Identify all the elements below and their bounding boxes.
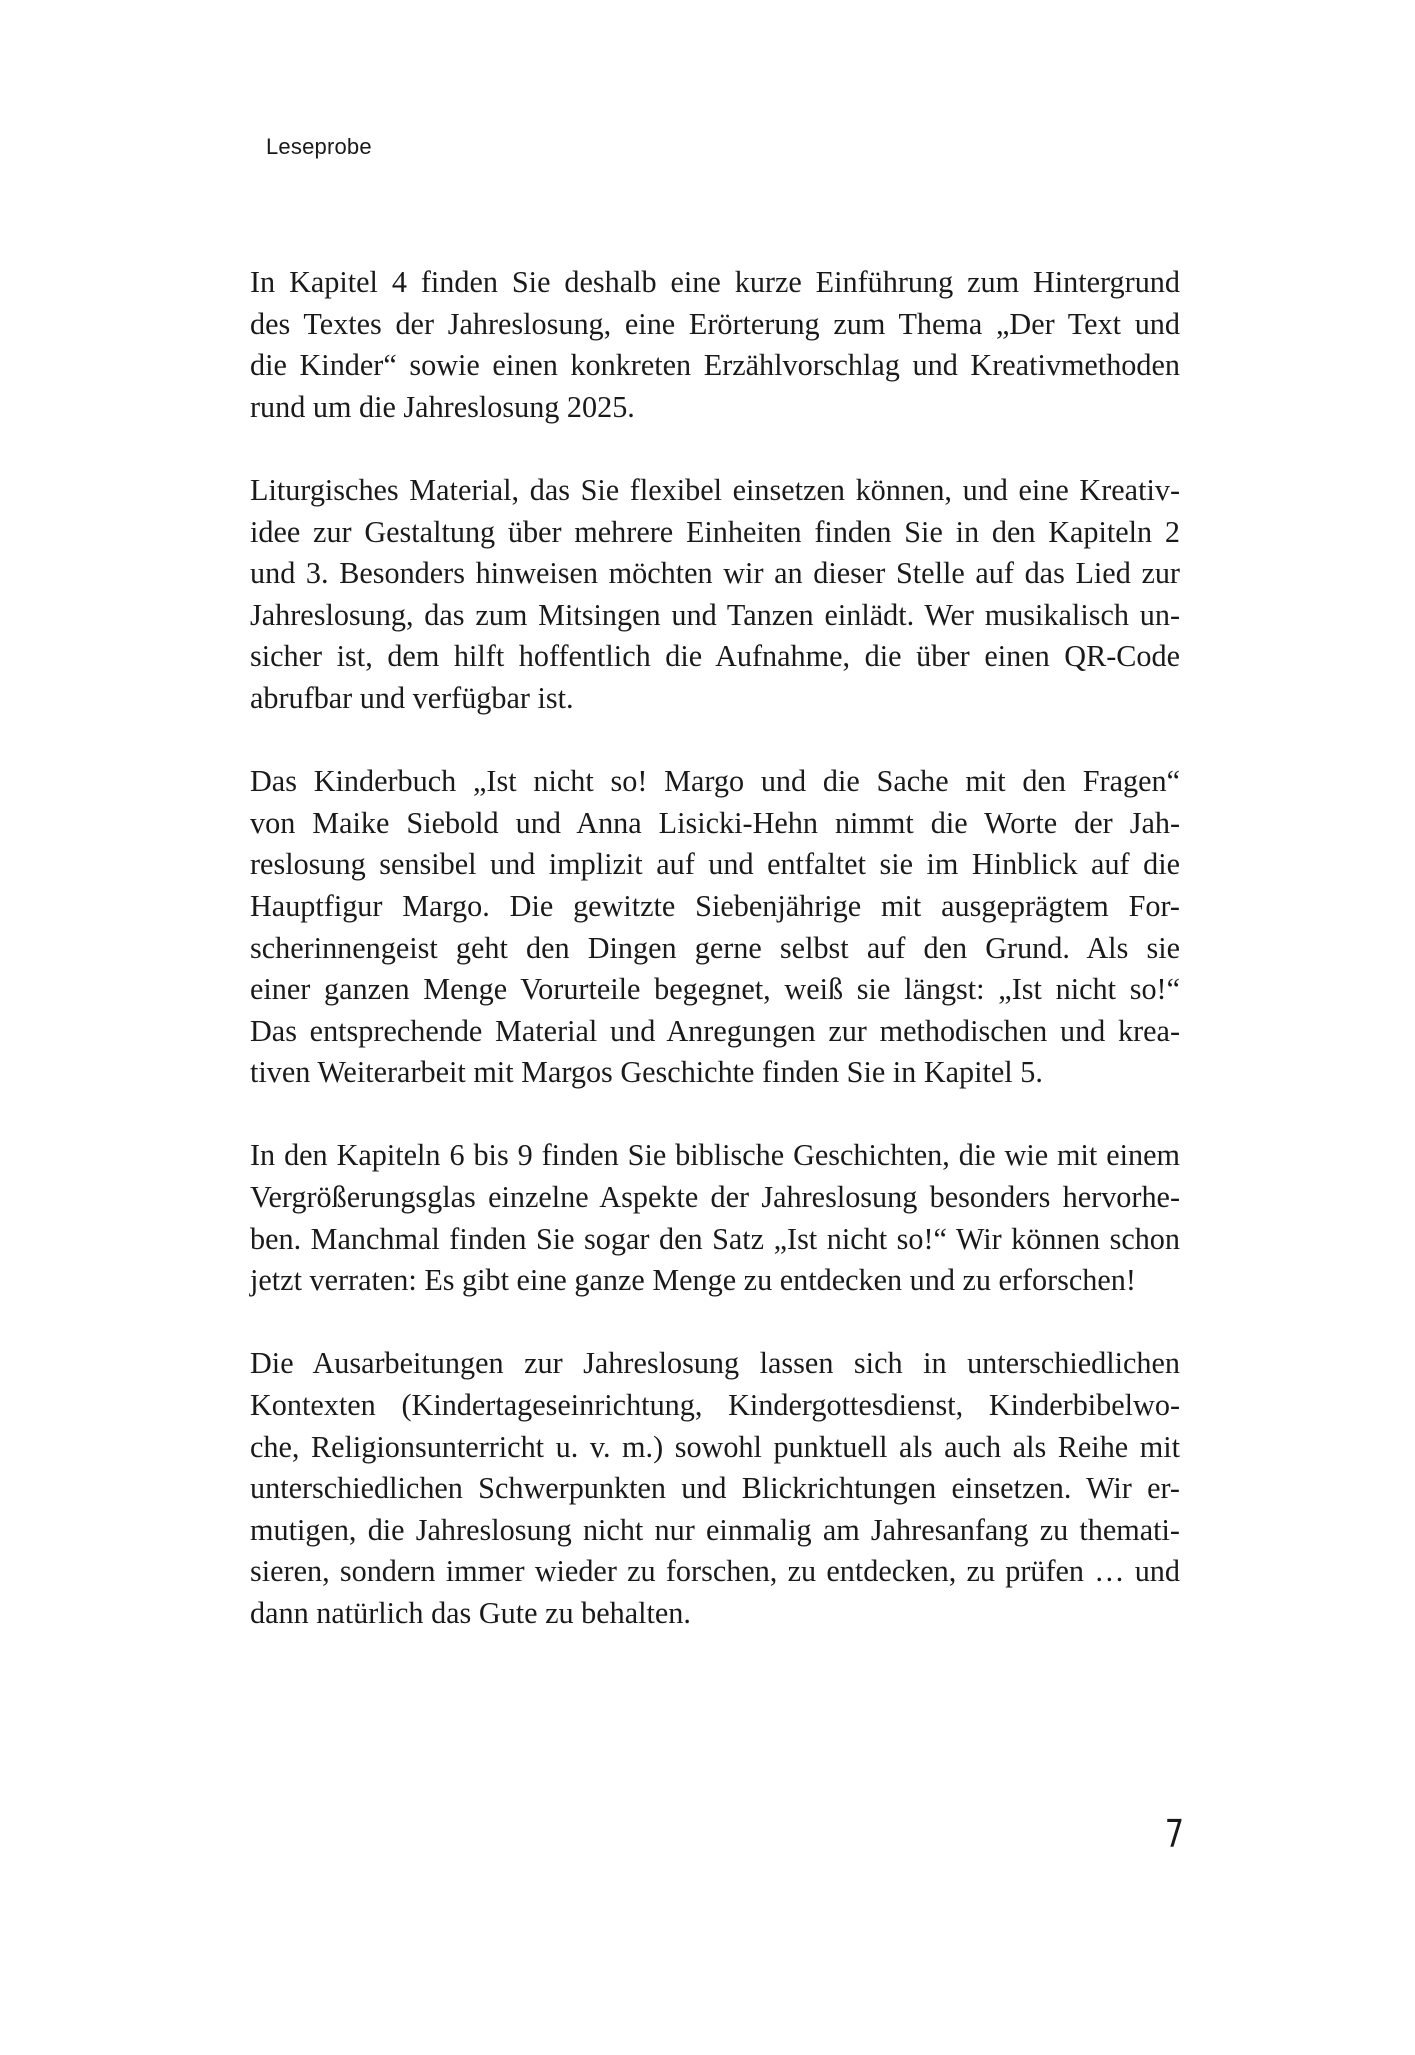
text-line: reslosung sensibel und implizit auf und entfaltet sie im Hinblick auf die — [250, 847, 1180, 882]
text-line: dann natürlich das Gute zu behalten. — [250, 1596, 691, 1630]
text-line: Die Ausarbeitungen zur Jahreslosung lassen sich in unterschiedlichen — [250, 1346, 1180, 1381]
text-line: Jahreslosung, das zum Mitsingen und Tanzen einlädt. Wer musikalisch un- — [250, 597, 1180, 632]
text-line: ben. Manchmal finden Sie sogar den Satz „Ist nicht so!“ Wir können schon — [250, 1221, 1180, 1256]
text-line: Das entsprechende Material und Anregungen zur methodischen und krea- — [250, 1013, 1180, 1048]
text-line: Kontexten (Kindertageseinrichtung, Kindergottesdienst, Kinderbibelwo- — [250, 1388, 1180, 1423]
text-line: tiven Weiterarbeit mit Margos Geschichte finden Sie in Kapitel 5. — [250, 1055, 1043, 1090]
text-line: rund um die Jahreslosung 2025. — [250, 389, 635, 424]
text-line: Vergrößerungsglas einzelne Aspekte der Jahreslosung besonders hervorhe- — [250, 1180, 1180, 1215]
paragraph-1 — [250, 262, 1180, 428]
body-text — [250, 262, 1180, 1676]
paragraph-2 — [250, 470, 1180, 720]
paragraph-4 — [250, 1135, 1180, 1301]
text-line: einer ganzen Menge Vorurteile begegnet, weiß sie längst: „Ist nicht so!“ — [250, 972, 1180, 1007]
text-line: che, Religionsunterricht u. v. m.) sowohl punktuell als auch als Reihe mit — [250, 1429, 1180, 1464]
text-line: unterschiedlichen Schwerpunkten und Blickrichtungen einsetzen. Wir er- — [250, 1471, 1180, 1506]
text-line: von Maike Siebold und Anna Lisicki-Hehn nimmt die Worte der Jah- — [250, 805, 1180, 840]
text-line: scherinnengeist geht den Dingen gerne selbst auf den Grund. Als sie — [250, 930, 1180, 965]
text-line: Das Kinderbuch „Ist nicht so! Margo und die Sache mit den Fragen“ — [250, 764, 1180, 799]
text-line: Liturgisches Material, das Sie flexibel einsetzen können, und eine Kreativ- — [250, 472, 1180, 507]
text-line: sieren, sondern immer wieder zu forschen, zu entdecken, zu prüfen … und — [250, 1554, 1180, 1589]
text-line: Hauptfigur Margo. Die gewitzte Siebenjährige mit ausgeprägtem For- — [250, 888, 1180, 923]
paragraph-3 — [250, 761, 1180, 1094]
paragraph-5 — [250, 1343, 1180, 1634]
text-line: abrufbar und verfügbar ist. — [250, 680, 574, 715]
page-number: 7 — [1164, 1812, 1185, 1856]
text-line: jetzt verraten: Es gibt eine ganze Menge zu entdecken und zu erforschen! — [250, 1263, 1136, 1298]
text-line: In Kapitel 4 finden Sie deshalb eine kurze Einführung zum Hintergrund — [250, 265, 1180, 299]
text-line: In den Kapiteln 6 bis 9 finden Sie biblische Geschichten, die wie mit einem — [250, 1138, 1180, 1173]
text-line: sicher ist, dem hilft hoffentlich die Aufnahme, die über einen QR-Code — [250, 639, 1180, 674]
text-line: idee zur Gestaltung über mehrere Einheiten finden Sie in den Kapiteln 2 — [250, 514, 1180, 549]
text-line: die Kinder“ sowie einen konkreten Erzählvorschlag und Kreativmethoden — [250, 348, 1180, 383]
text-line: und 3. Besonders hinweisen möchten wir an dieser Stelle auf das Lied zur — [250, 556, 1180, 591]
running-header: Leseprobe — [266, 134, 372, 159]
text-line: mutigen, die Jahreslosung nicht nur einmalig am Jahresanfang zu themati- — [250, 1512, 1180, 1547]
text-line: des Textes der Jahreslosung, eine Erörterung zum Thema „Der Text und — [250, 306, 1180, 341]
